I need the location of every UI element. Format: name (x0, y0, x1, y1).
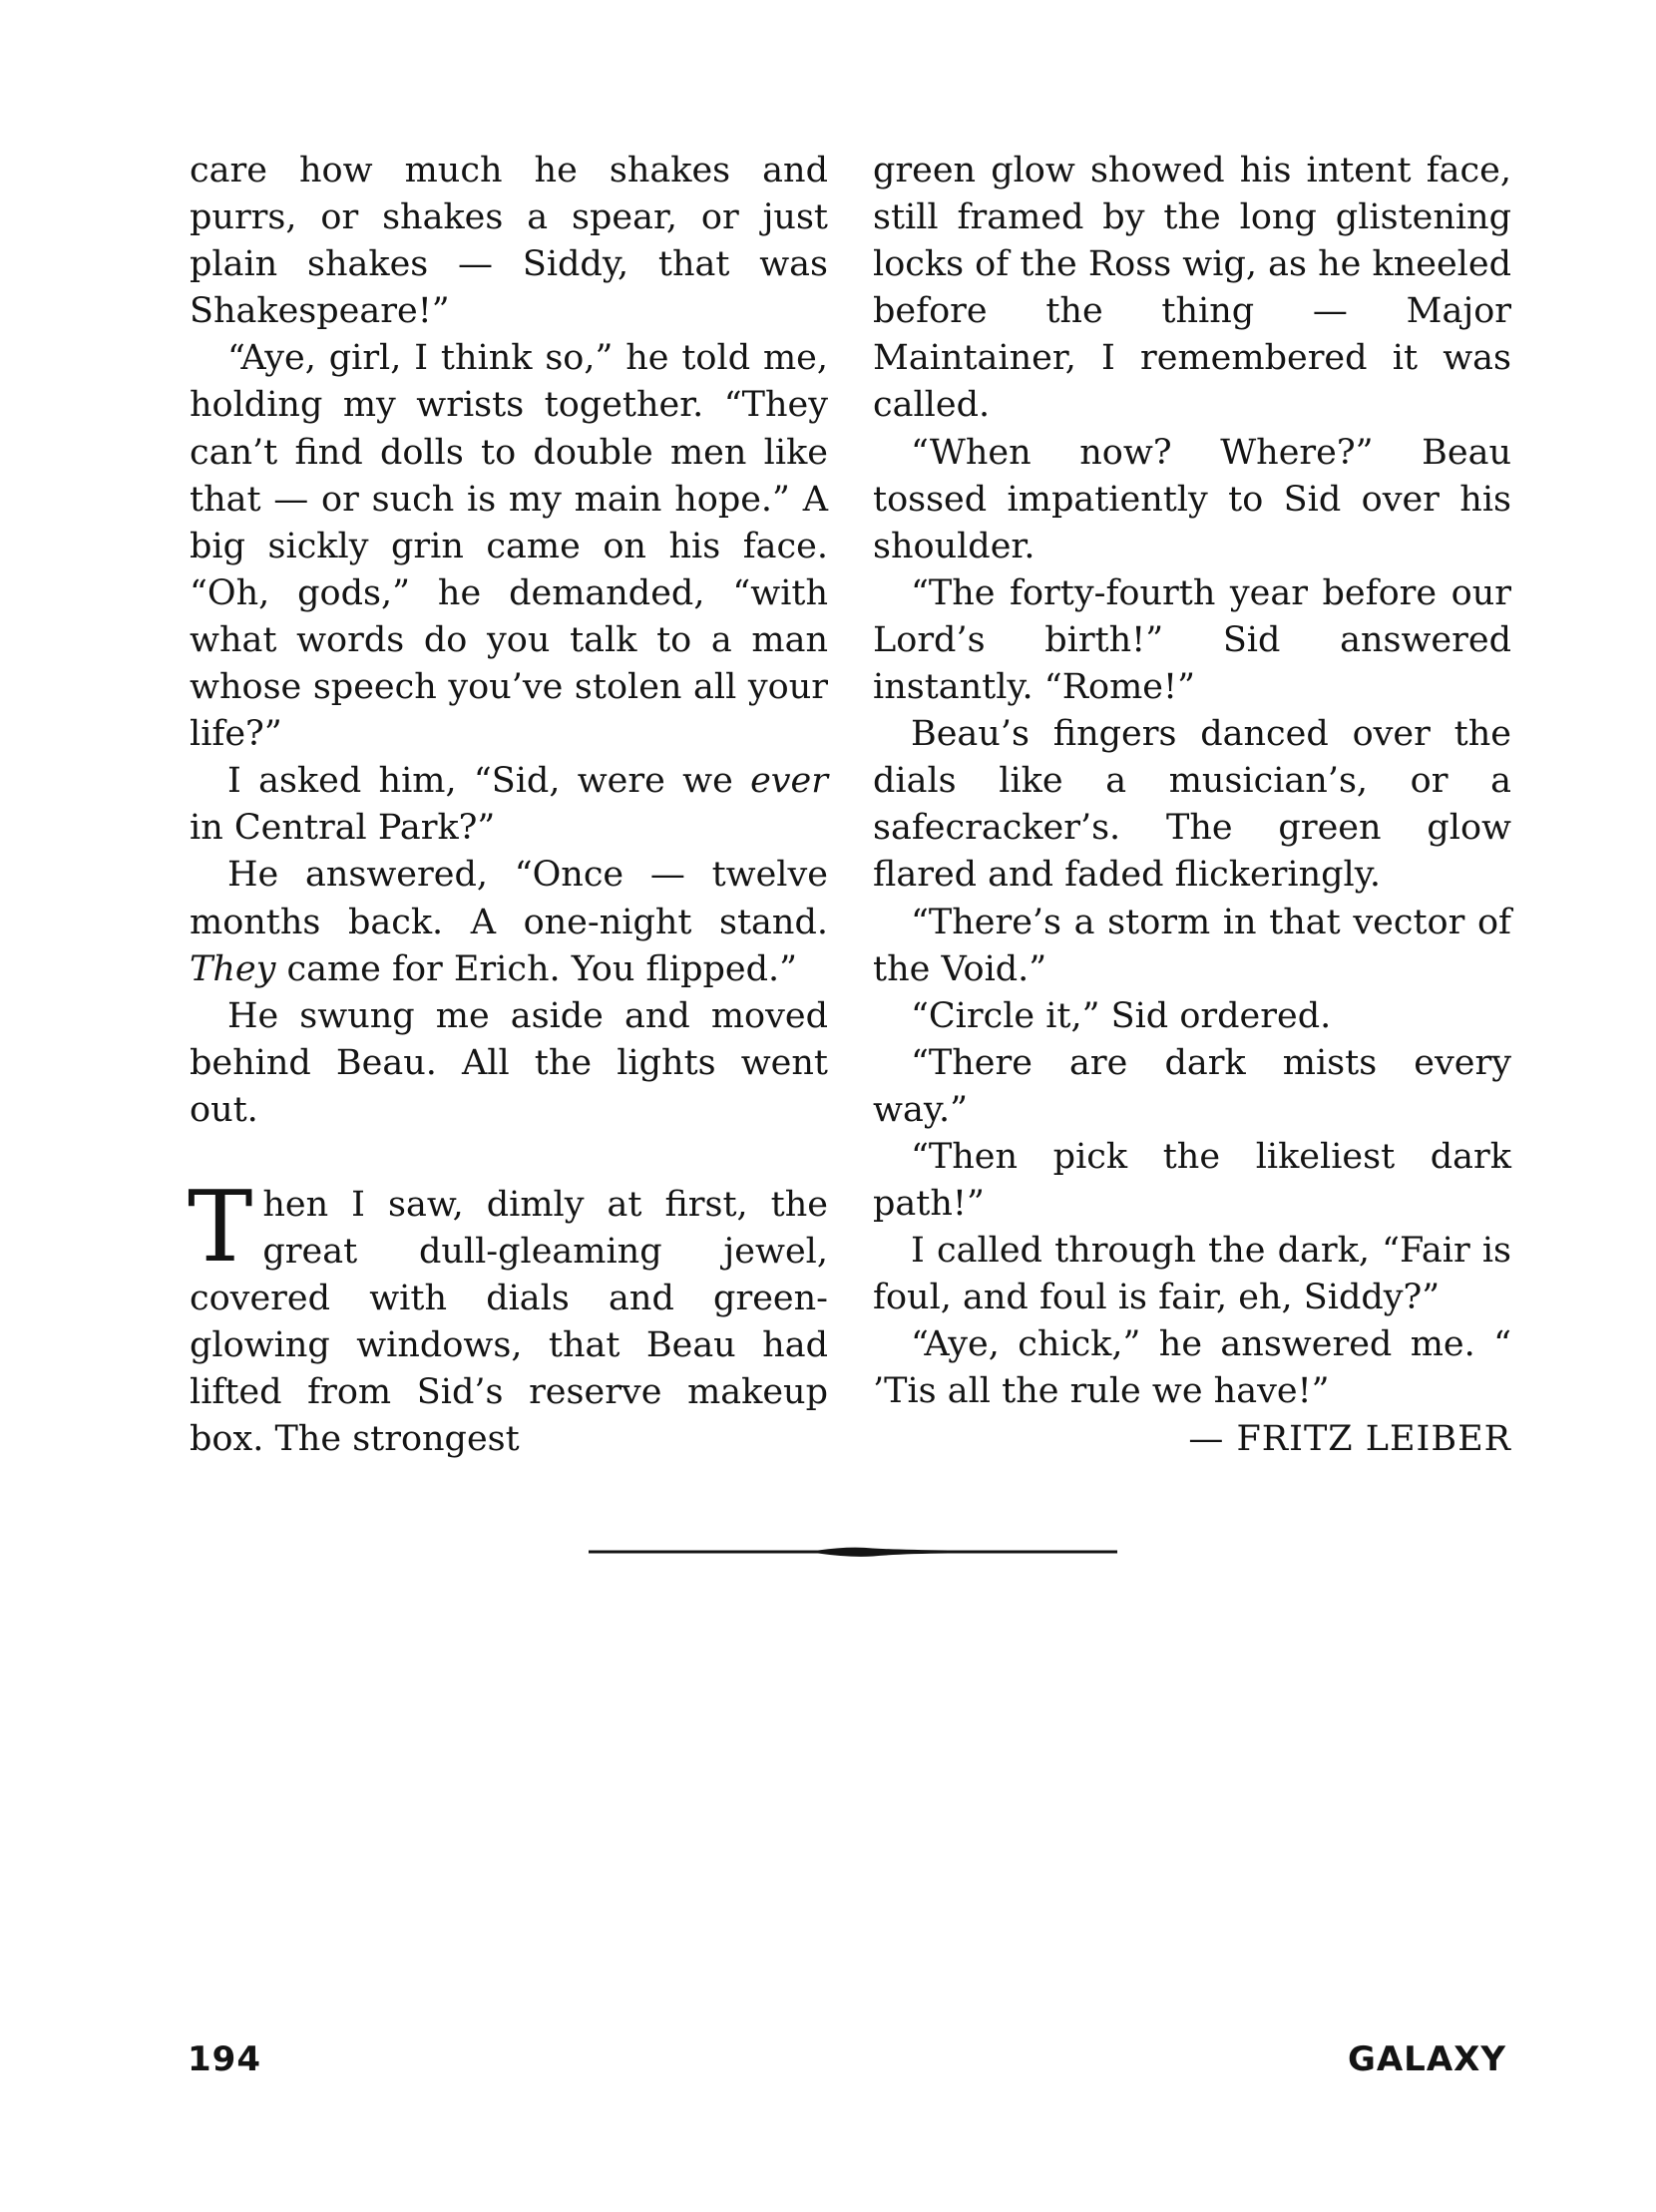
paragraph-lights-out: He swung me aside and moved behind Beau. All the lights went out. (190, 995, 828, 1130)
paragraph-circle: “Circle it,” Sid ordered. (911, 995, 1332, 1036)
paragraph-rule: “Aye, chick,” he answered me. “ ’Tis all the rule we have!” (873, 1324, 1511, 1412)
answer-emphasis: They (190, 948, 276, 989)
paragraph-when-now: “When now? Where?” Beau tossed impatiently to Sid over his shoulder. (873, 432, 1511, 566)
paragraph-green-glow: green glow showed his intent face, still framed by the long glistening locks of the Ross wig, as he kneeled before the thing — Major Maintainer, I remembered it was called. (873, 151, 1511, 426)
right-column (873, 148, 1511, 1463)
paragraph-forty-fourth: “The forty-fourth year before our Lord’s birth!” Sid answered instantly. “Rome!” (873, 572, 1511, 708)
question-emphasis: ever (750, 761, 828, 802)
end-of-story-rule (589, 1545, 1117, 1559)
answer-text-before: He answered, “Once — twelve months back. A one-night stand. (190, 855, 828, 942)
paragraph-mists: “There are dark mists every way.” (873, 1042, 1511, 1130)
paragraph-section-opening (188, 1170, 828, 1464)
paragraph-path: “Then pick the likeliest dark path!” (873, 1136, 1511, 1225)
drop-cap: T (188, 1170, 253, 1285)
paragraph-once (190, 852, 828, 992)
question-text-after: in Central Park?” (190, 808, 496, 849)
rule-stroke (589, 1548, 1117, 1557)
author-byline: — FRITZ LEIBER (1188, 1418, 1511, 1459)
section-opening-text: hen I saw, dimly at first, the great dull-gleaming jewel, covered with dials and green-glowing windows, that Beau had lifted from Sid’s reserve makeup box. The strongest (190, 1184, 828, 1460)
answer-text-after: came for Erich. You flipped.” (275, 948, 798, 989)
paragraph-storm: “There’s a storm in that vector of the Void.” (873, 902, 1511, 989)
paragraph-dials: Beau’s fingers danced over the dials like a musician’s, or a safecracker’s. The green glow flared and faded flickeringly. (873, 714, 1511, 896)
magazine-name: GALAXY (1347, 2039, 1506, 2079)
paragraph-shakespeare: care how much he shakes and purrs, or shakes a spear, or just plain shakes — Siddy, that was Shakespeare!” (190, 151, 828, 332)
paragraph-fair-foul: I called through the dark, “Fair is foul, and foul is fair, eh, Siddy?” (873, 1231, 1511, 1318)
paragraph-central-park (190, 758, 828, 852)
page-number: 194 (188, 2039, 261, 2079)
question-text-before: I asked him, “Sid, were we (227, 761, 751, 802)
left-column (190, 148, 828, 1464)
paragraph-aye-girl: “Aye, girl, I think so,” he told me, holding my wrists together. “They can’t find dolls to double men like that — or such is my main hope.” A big sickly grin came on his face. “Oh, gods,” he demanded, “with what words do you talk to a man whose speech you’ve stolen all your life?” (190, 338, 828, 755)
